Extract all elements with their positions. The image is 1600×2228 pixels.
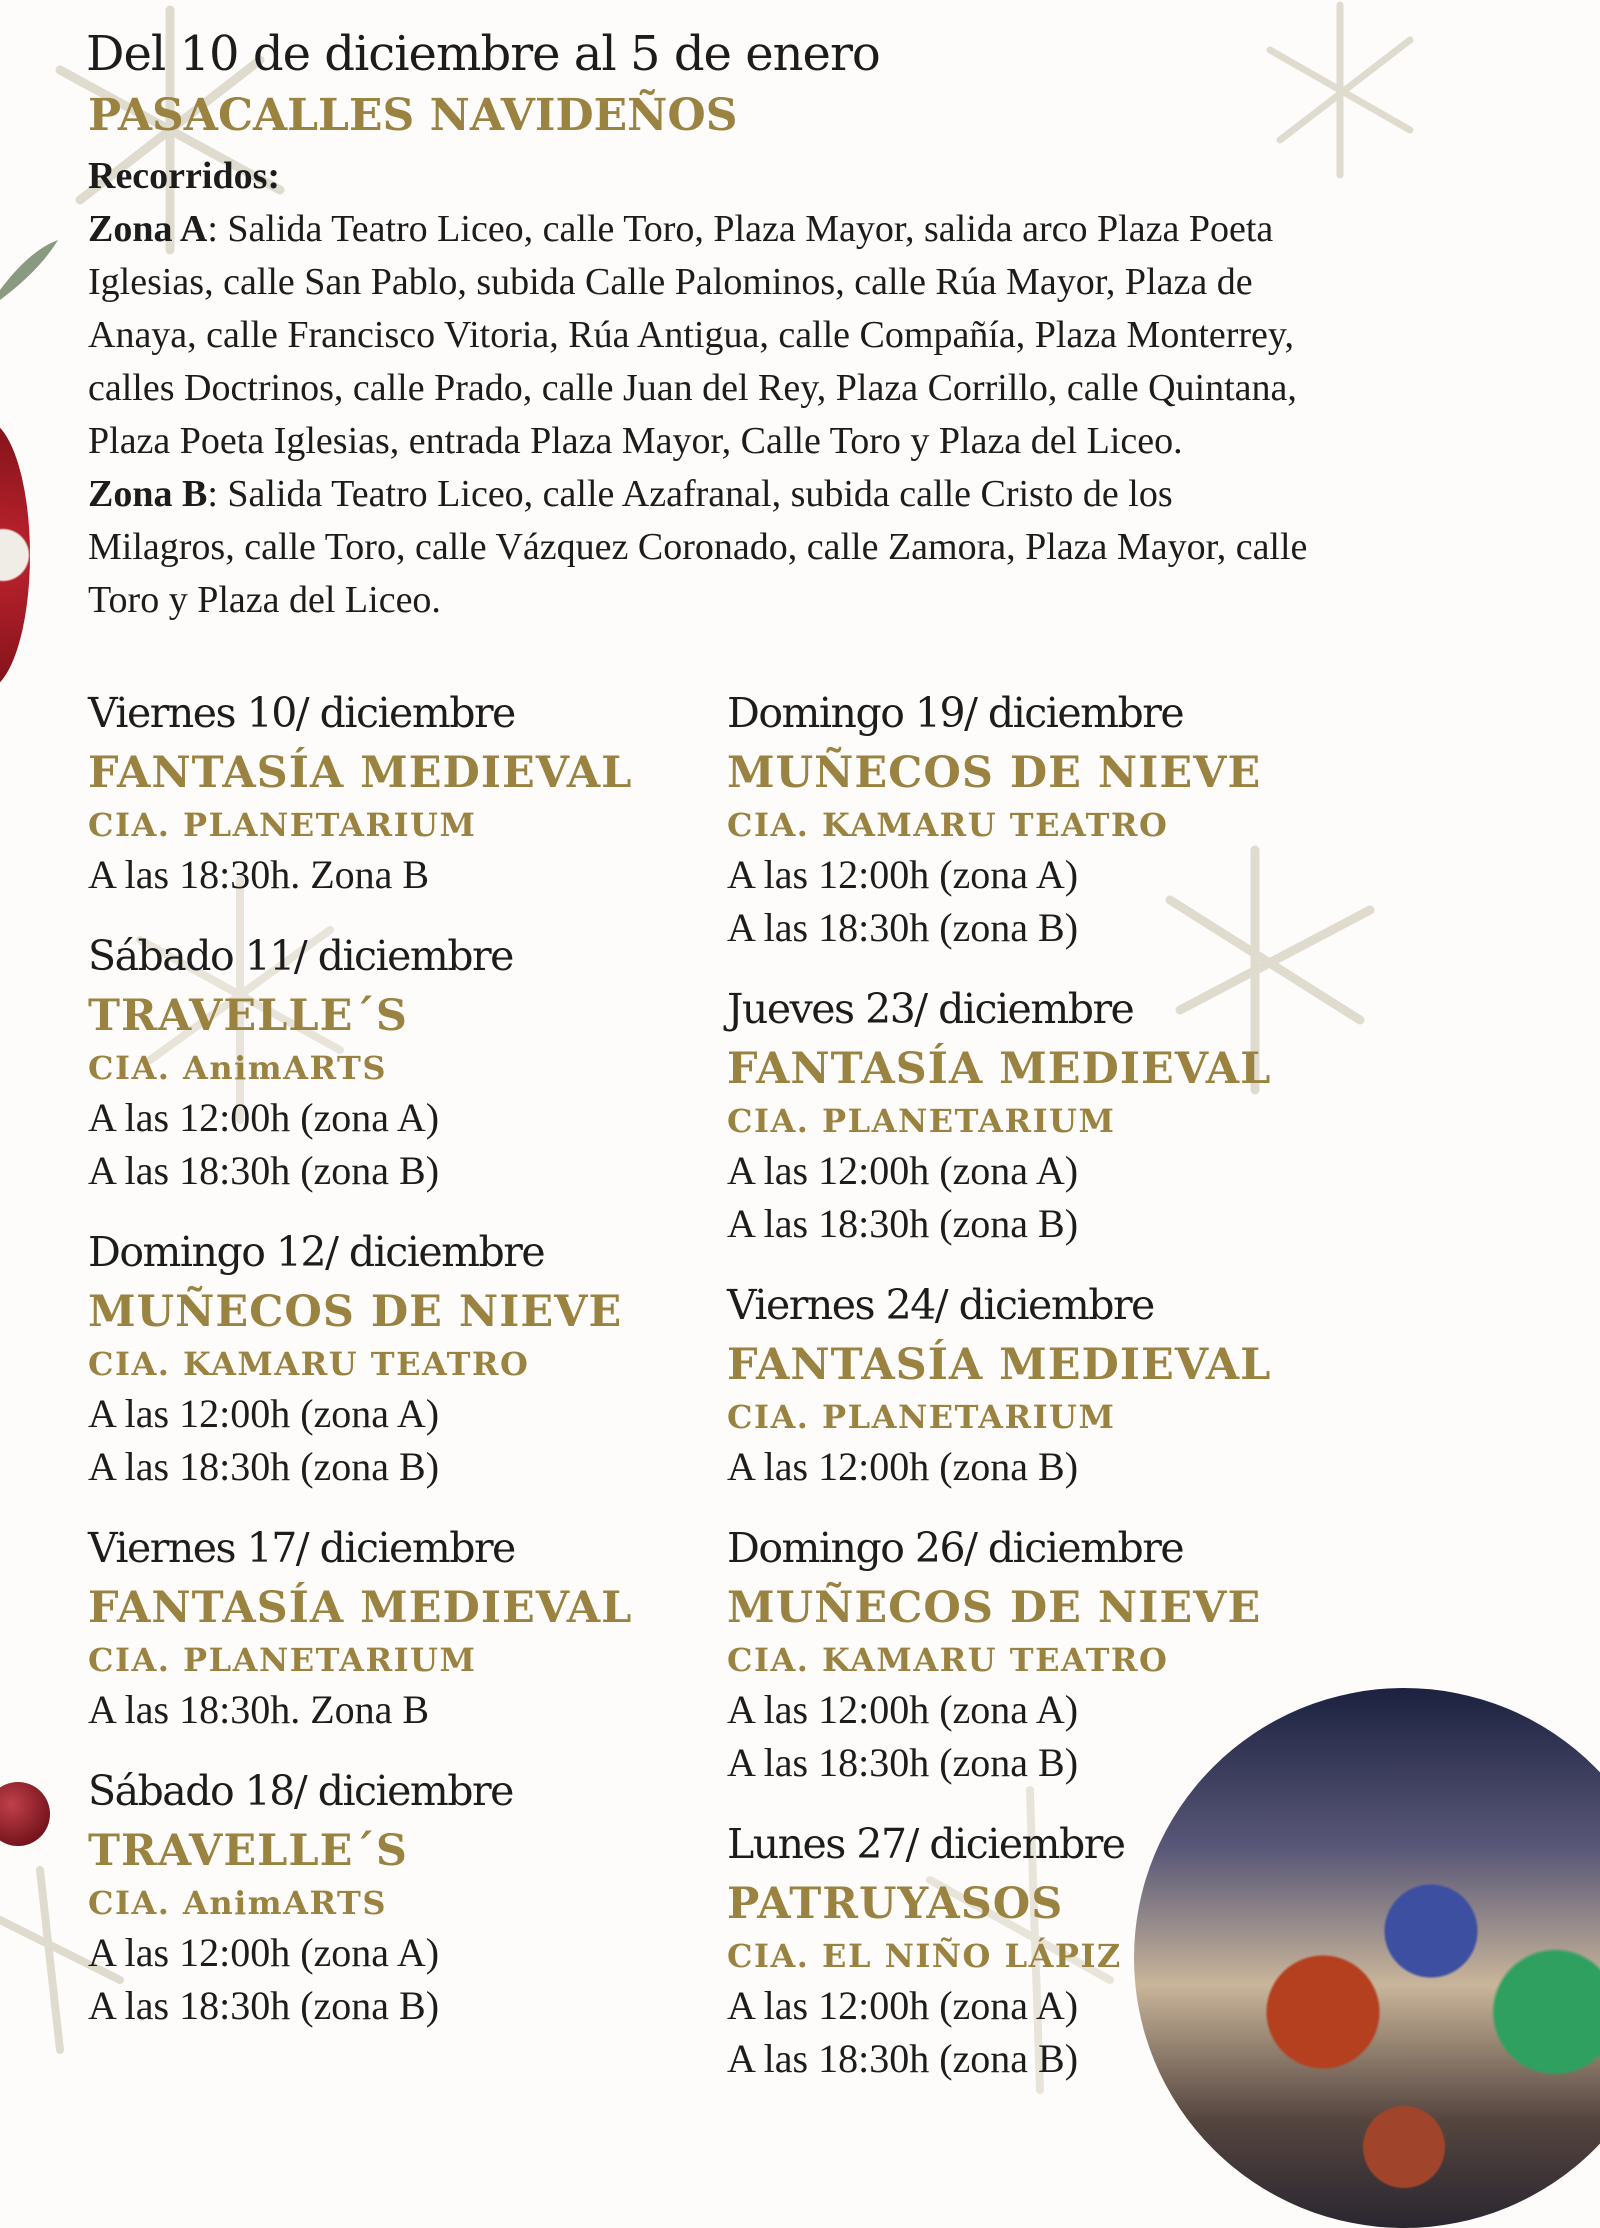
events-column-left	[88, 682, 728, 2056]
event-time: A las 18:30h (zona B)	[88, 1983, 440, 2028]
event-company: CIA. PLANETARIUM	[727, 1398, 1116, 1436]
event-block	[88, 1517, 728, 1736]
event-time: A las 12:00h (zona A)	[727, 1687, 1079, 1732]
event-time: A las 18:30h (zona B)	[88, 1148, 440, 1193]
event-title: TRAVELLE´S	[88, 991, 408, 1041]
event-date: Sábado 18/ diciembre	[88, 1767, 513, 1815]
event-title: TRAVELLE´S	[88, 1826, 408, 1876]
event-time: A las 12:00h (zona A)	[88, 1391, 440, 1436]
routes-label: Recorridos:	[88, 155, 281, 197]
leaf-decoration-icon	[0, 230, 60, 330]
event-time: A las 12:00h (zona A)	[727, 852, 1079, 897]
route-line: Plaza Poeta Iglesias, entrada Plaza Mayor, Calle Toro y Plaza del Liceo.	[88, 420, 1183, 462]
event-title: FANTASÍA MEDIEVAL	[727, 1044, 1272, 1094]
event-time: A las 18:30h. Zona B	[88, 852, 430, 897]
event-block	[727, 682, 1367, 954]
event-time: A las 12:00h (zona B)	[727, 1444, 1079, 1489]
event-block	[727, 1274, 1367, 1493]
event-date: Lunes 27/ diciembre	[727, 1820, 1125, 1868]
event-date: Jueves 23/ diciembre	[727, 985, 1134, 1033]
main-heading: PASACALLES NAVIDEÑOS	[88, 90, 738, 141]
event-block	[727, 1813, 1367, 2085]
event-date: Viernes 24/ diciembre	[727, 1281, 1154, 1329]
event-time: A las 12:00h (zona A)	[727, 1983, 1079, 2028]
event-block	[88, 1221, 728, 1493]
route-line: Iglesias, calle San Pablo, subida Calle Palominos, calle Rúa Mayor, Plaza de	[88, 261, 1253, 303]
event-time: A las 12:00h (zona A)	[88, 1095, 440, 1140]
christmas-ornament-decoration	[0, 1782, 50, 1846]
route-line: Toro y Plaza del Liceo.	[88, 579, 441, 621]
event-title: PATRUYASOS	[727, 1879, 1064, 1929]
route-line: : Salida Teatro Liceo, calle Toro, Plaza Mayor, salida arco Plaza Poeta	[207, 208, 1274, 250]
event-time: A las 18:30h (zona B)	[727, 2036, 1079, 2081]
event-block	[88, 1760, 728, 2032]
route-line: Anaya, calle Francisco Vitoria, Rúa Antigua, calle Compañía, Plaza Monterrey,	[88, 314, 1294, 356]
event-date: Domingo 12/ diciembre	[88, 1228, 545, 1276]
event-company: CIA. KAMARU TEATRO	[88, 1345, 530, 1383]
event-time: A las 12:00h (zona A)	[88, 1930, 440, 1975]
routes-section	[88, 150, 1307, 627]
event-time: A las 18:30h (zona B)	[727, 1740, 1079, 1785]
event-block	[727, 1517, 1367, 1789]
route-zona-a	[88, 203, 1307, 468]
event-date: Viernes 10/ diciembre	[88, 689, 515, 737]
event-company: CIA. PLANETARIUM	[88, 1641, 477, 1679]
route-line: Milagros, calle Toro, calle Vázquez Coronado, calle Zamora, Plaza Mayor, calle	[88, 526, 1308, 568]
event-date: Domingo 26/ diciembre	[727, 1524, 1184, 1572]
route-zone-label: Zona B	[88, 473, 208, 515]
event-company: CIA. AnimARTS	[88, 1049, 387, 1087]
date-range-title: Del 10 de diciembre al 5 de enero	[86, 26, 880, 82]
event-block	[88, 925, 728, 1197]
event-time: A las 18:30h (zona B)	[88, 1444, 440, 1489]
event-time: A las 18:30h. Zona B	[88, 1687, 430, 1732]
event-title: FANTASÍA MEDIEVAL	[727, 1340, 1272, 1390]
event-company: CIA. EL NIÑO LÁPIZ	[727, 1937, 1122, 1975]
event-title: MUÑECOS DE NIEVE	[88, 1287, 623, 1337]
christmas-ornament-decoration	[0, 420, 30, 690]
event-title: MUÑECOS DE NIEVE	[727, 748, 1262, 798]
event-time: A las 18:30h (zona B)	[727, 1201, 1079, 1246]
route-line: : Salida Teatro Liceo, calle Azafranal, subida calle Cristo de los	[207, 473, 1173, 515]
event-title: MUÑECOS DE NIEVE	[727, 1583, 1262, 1633]
event-date: Viernes 17/ diciembre	[88, 1524, 515, 1572]
event-company: CIA. AnimARTS	[88, 1884, 387, 1922]
event-date: Domingo 19/ diciembre	[727, 689, 1184, 737]
event-block	[727, 978, 1367, 1250]
events-column-right	[727, 682, 1367, 2109]
event-company: CIA. PLANETARIUM	[727, 1102, 1116, 1140]
event-time: A las 12:00h (zona A)	[727, 1148, 1079, 1193]
event-company: CIA. KAMARU TEATRO	[727, 806, 1169, 844]
event-block	[88, 682, 728, 901]
route-zone-label: Zona A	[88, 208, 208, 250]
route-zona-b	[88, 468, 1307, 627]
event-company: CIA. PLANETARIUM	[88, 806, 477, 844]
route-line: calles Doctrinos, calle Prado, calle Juan del Rey, Plaza Corrillo, calle Quintana,	[88, 367, 1297, 409]
event-date: Sábado 11/ diciembre	[88, 932, 513, 980]
event-title: FANTASÍA MEDIEVAL	[88, 1583, 633, 1633]
event-time: A las 18:30h (zona B)	[727, 905, 1079, 950]
event-company: CIA. KAMARU TEATRO	[727, 1641, 1169, 1679]
event-title: FANTASÍA MEDIEVAL	[88, 748, 633, 798]
